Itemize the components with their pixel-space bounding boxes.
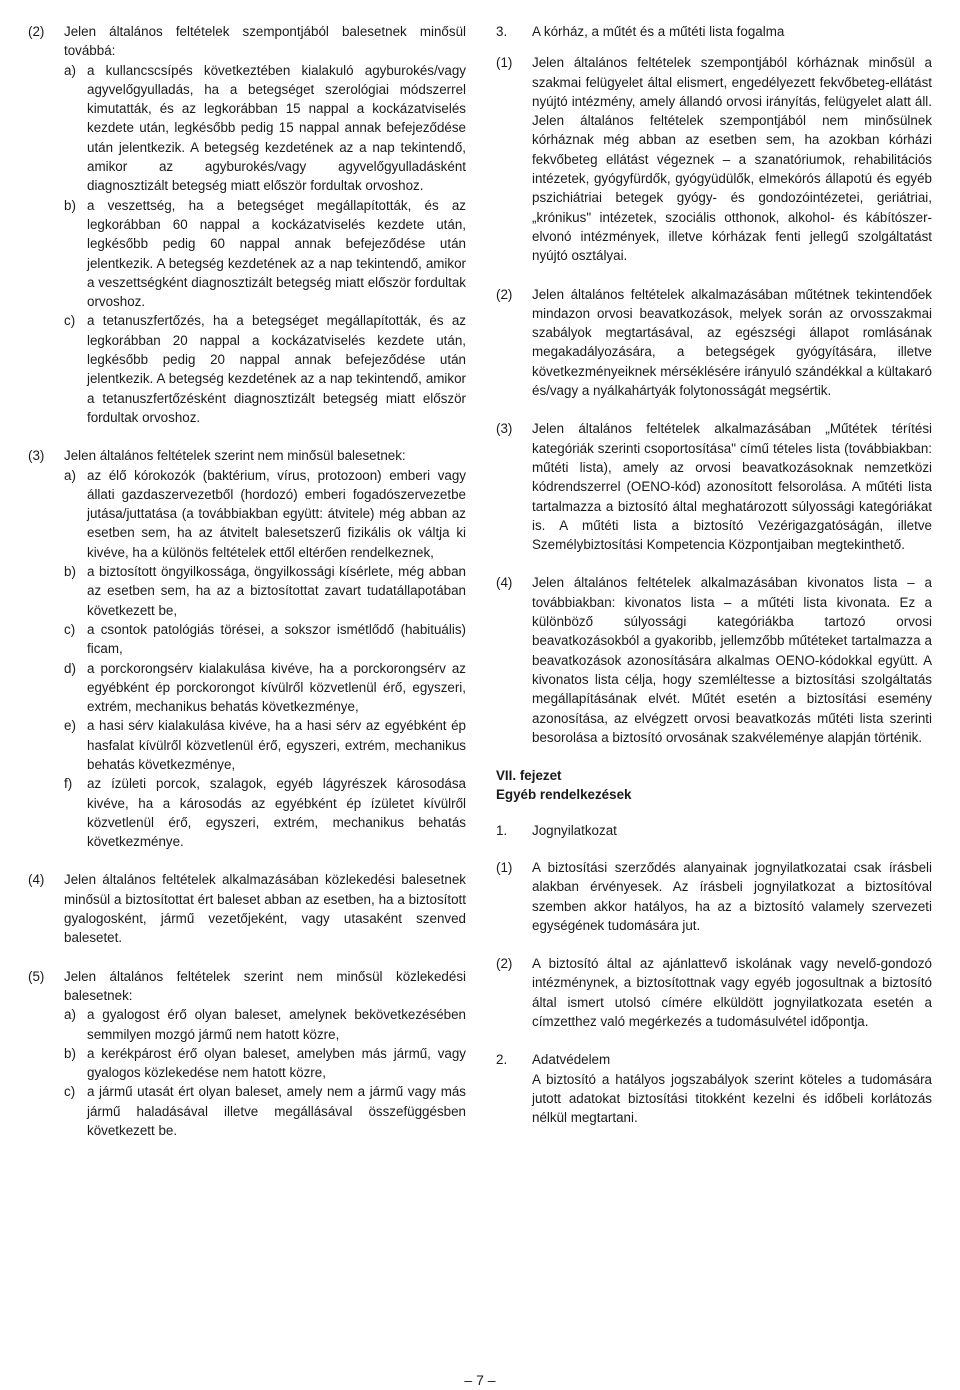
page-number: – 7 – (464, 1372, 496, 1388)
chapter-heading (496, 766, 932, 805)
paragraph-2 (28, 22, 466, 427)
paragraph-text: Jelen általános feltételek alkalmazásában műtétnek tekintendőek mindazon orvosi beavatkozások, melyek során az orvosszakmai szabályok megtartásával, az egészségi állapot romlásának megakadályozására, a betegségek gyógyítására, illetve következményeiknek mérséklésére irányuló szándékkal a kültakaró és/vagy a nyálkahártyák folytonosságát megsértik. (532, 286, 932, 399)
section-title: Jognyilatkozat (532, 822, 617, 838)
list-item-a (64, 1005, 466, 1044)
item-text: a kullancscsípés következtében kialakuló agyburokés/vagy agyvelőgyulladás, ha a betegséget szerológiai módszerrel kimutatták, és az legkorábban 15 nappal a kockázatviselés kezdete után, legkésőbb pedig 15 nappal annak befejeződése után jelentkezik. A betegség kezdetének az a nap tekintendő, amikor az agyburokés/vagy agyvelőgyulladásként diagnosztizált betegség miatt először fordultak orvoshoz. (87, 62, 466, 194)
list-item-f (64, 774, 466, 851)
list-item-c (64, 311, 466, 427)
right-column (496, 22, 932, 1128)
section-number: 2. (496, 1052, 508, 1068)
section-2-adatvedelem (496, 1050, 932, 1127)
item-text: a gyalogost érő olyan baleset, amelynek bekövetkezésében semmilyen mozgó jármű nem hatott közre, (87, 1007, 466, 1042)
paragraph-number: (1) (496, 859, 513, 875)
item-letter: b) (64, 564, 76, 580)
jog-paragraph-2 (496, 954, 932, 1031)
paragraph-intro: Jelen általános feltételek szerint nem minősül közlekedési balesetnek: (64, 968, 466, 1003)
item-letter: c) (64, 621, 76, 637)
item-letter: c) (64, 1084, 76, 1100)
chapter-number: VII. fejezet (496, 768, 562, 784)
list-item-a (64, 61, 466, 196)
paragraph-number: (3) (28, 448, 45, 464)
list-item-a (64, 466, 466, 562)
section-number: 1. (496, 822, 508, 838)
item-letter: a) (64, 1007, 76, 1023)
item-text: a jármű utasát ért olyan baleset, amely nem a jármű vagy más jármű haladásával illetve megállásával összefüggésben következett be. (87, 1084, 466, 1139)
paragraph-intro: Jelen általános feltételek szerint nem minősül balesetnek: (64, 448, 406, 464)
jog-paragraph-1 (496, 858, 932, 935)
section-heading-1 (496, 821, 932, 840)
item-text: az ízületi porcok, szalagok, egyéb lágyrészek károsodása kivéve, ha a károsodás az egyébként ép ízületet kívülről közvetlenül érő, egyszeri, extrém, mechanikus behatás következménye. (87, 776, 466, 850)
item-letter: b) (64, 1045, 76, 1061)
section-title: A kórház, a műtét és a műtéti lista fogalma (532, 24, 785, 39)
item-letter: a) (64, 62, 76, 78)
section-heading-3 (496, 22, 932, 41)
list-item-b (64, 562, 466, 620)
item-letter: e) (64, 718, 76, 734)
item-text: az élő kórokozók (baktérium, vírus, protozoon) emberi vagy állati gazdaszervezetből (hordozó) emberi fogadószervezetbe jutása/juttatása (a továbbiakban együtt: átvitele) még abban az esetben sem, ha az átvitelt balesetszerű fizikális ok váltja ki kivéve, ha a különös feltételek ettől eltérően rendelkeznek, (87, 467, 466, 560)
item-text: a veszettség, ha a betegséget megállapították, és az legkorábban 60 nappal a kockázatviselés kezdete után, legkésőbb pedig 60 nappal annak befejeződése után jelentkezik. A betegség kezdetének az a nap tekintendő, amikor a veszettségként diagnosztizált betegség miatt először fordultak orvoshoz. (87, 197, 466, 310)
paragraph-text: A biztosítási szerződés alanyainak jognyilatkozatai csak írásbeli alakban érvényesek. Az írásbeli jognyilatkozat a biztosítóval szemben akkor hatályos, ha az a biztosító valamely szervezeti egységének tudomására jut. (532, 859, 932, 933)
paragraph-text: Jelen általános feltételek alkalmazásában közlekedési balesetnek minősül a biztosítottat ért baleset abban az esetben, ha a biztosított gyalogosként, jármű vezetőjeként, vagy utasaként szenved balesetet. (64, 872, 466, 946)
paragraph-text: Jelen általános feltételek alkalmazásában „Műtétek térítési kategóriák szerinti csoportosítása" című tételes lista (továbbiakban: műtéti lista), amely az orvosi beavatkozásoknak nemzetközi kódrendszerrel (OENO-kód) azonosított felsorolása. A műtéti lista tartalmazza a biztosító által meghatározott súlyossági kategóriákat is. A műtéti lista a biztosító Vezérigazgatóságán, illetve Személybiztosítási Kompetencia Központjaiban megtekinthető. (532, 421, 932, 553)
list-item-e (64, 716, 466, 774)
item-letter: b) (64, 197, 76, 213)
paragraph-4 (496, 573, 932, 747)
paragraph-2 (496, 285, 932, 401)
paragraph-number: (4) (28, 872, 45, 888)
paragraph-number: (2) (496, 286, 513, 302)
paragraph-number: (4) (496, 575, 513, 591)
item-text: a tetanuszfertőzés, ha a betegséget megállapították, és az legkorábban 20 nappal a kockázatviselés kezdete után, legkésőbb pedig 20 nappal annak befejeződése után jelentkezik. A betegség kezdetének az a nap tekintendő, amikor a tetanuszfertőzésként diagnosztizált betegség miatt először fordultak orvoshoz. (87, 313, 466, 425)
paragraph-3 (496, 419, 932, 554)
item-letter: d) (64, 660, 76, 676)
paragraph-intro: Jelen általános feltételek szempontjából balesetnek minősül továbbá: (64, 24, 466, 59)
item-text: a biztosított öngyilkossága, öngyilkossági kísérlete, még abban az esetben sem, ha az a biztosítottat zavart tudatállapotában következett be, (87, 564, 466, 618)
section-text: A biztosító a hatályos jogszabályok szerint köteles a tudomására jutott adatokat biztosítási titokként kezelni és időbeli korlátozás nélkül megtartani. (532, 1071, 932, 1126)
paragraph-4 (28, 870, 466, 947)
list-item-d (64, 659, 466, 717)
paragraph-number: (3) (496, 421, 513, 437)
item-text: a kerékpárost érő olyan baleset, amelyben más jármű, vagy gyalogos közlekedése nem hatott közre, (87, 1045, 466, 1081)
paragraph-number: (5) (28, 968, 45, 984)
item-text: a csontok patológiás törései, a sokszor ismétlődő (habituális) ficam, (87, 621, 466, 657)
paragraph-text: Jelen általános feltételek alkalmazásában kivonatos lista – a továbbiakban: kivonatos lista – a műtéti lista kivonata. Ez a különböző súlyossági kategóriákba tartozó orvosi beavatkozásokból a gyakoribb, jellemzőbb műtéteket tartalmazza a beavatkozások azonosítására alkalmas OENO-kódokkal együtt. A kivonatos lista célja, hogy szemléltesse a biztosítási szolgáltatás megállapításának elvét. Műtét esetén a biztosítási esemény azonosítása, az elvégzett orvosi beavatkozás műtéti lista szerinti besorolása a biztosító orvosának szakvéleménye alapján történik. (532, 575, 932, 745)
section-title: Adatvédelem (532, 1052, 611, 1068)
paragraph-number: (2) (28, 24, 45, 39)
paragraph-text: Jelen általános feltételek szempontjából kórháznak minősül a szakmai felügyelet által elismert, engedélyezett fekvőbeteg-ellátást nyújtó intézmény, amely állandó orvosi irányítás, felügyelet alatt áll. Jelen általános feltételek szempontjából nem minősülnek kórháznak még abban az esetben sem, ha azokban kórházi fekvőbeteg ellátást végeznek – a szanatóriumok, rehabilitációs intézetek, gyógyfürdők, gyógyüdülők, elmekórós állapotú és egyéb pszichiátriai betegek gyógy- és gondozóintézetei, geriátriai, „krónikus" intézetek, szociális otthonok, alkohol- és kábítószer-elvonó intézmények, illetve kórházak fenti jellegű szolgáltatást nyújtó osztályai. (532, 55, 932, 264)
paragraph-5 (28, 967, 466, 1141)
paragraph-number: (1) (496, 55, 513, 71)
list-item-b (64, 196, 466, 312)
paragraph-text: A biztosító által az ajánlattevő iskolának vagy nevelő-gondozó intézménynek, a biztosítottnak vagy egyéb jogosultnak a biztosító által ismert utolsó címére elküldött jognyilatkozata esetén a címzetthez való megérkezés a tudomásulvétel időpontja. (532, 956, 932, 1030)
list-item-b (64, 1044, 466, 1083)
section-number: 3. (496, 24, 508, 39)
item-letter: a) (64, 467, 76, 483)
left-column (28, 22, 466, 1159)
chapter-title: Egyéb rendelkezések (496, 787, 632, 803)
list-item-c (64, 1082, 466, 1140)
paragraph-3 (28, 446, 466, 851)
item-text: a porckorongsérv kialakulása kivéve, ha a porckorongsérv az egyébként ép porckorongot kívülről közvetlenül érő, egyszeri, extrém, mechanikus behatás következménye, (87, 660, 466, 715)
item-text: a hasi sérv kialakulása kivéve, ha a hasi sérv az egyébként ép hasfalat kívülről közvetlenül érő, egyszeri, extrém, mechanikus behatás következménye, (87, 718, 466, 772)
item-letter: f) (64, 776, 73, 792)
list-item-c (64, 620, 466, 659)
paragraph-number: (2) (496, 956, 513, 972)
item-letter: c) (64, 313, 76, 329)
paragraph-1 (496, 53, 932, 265)
